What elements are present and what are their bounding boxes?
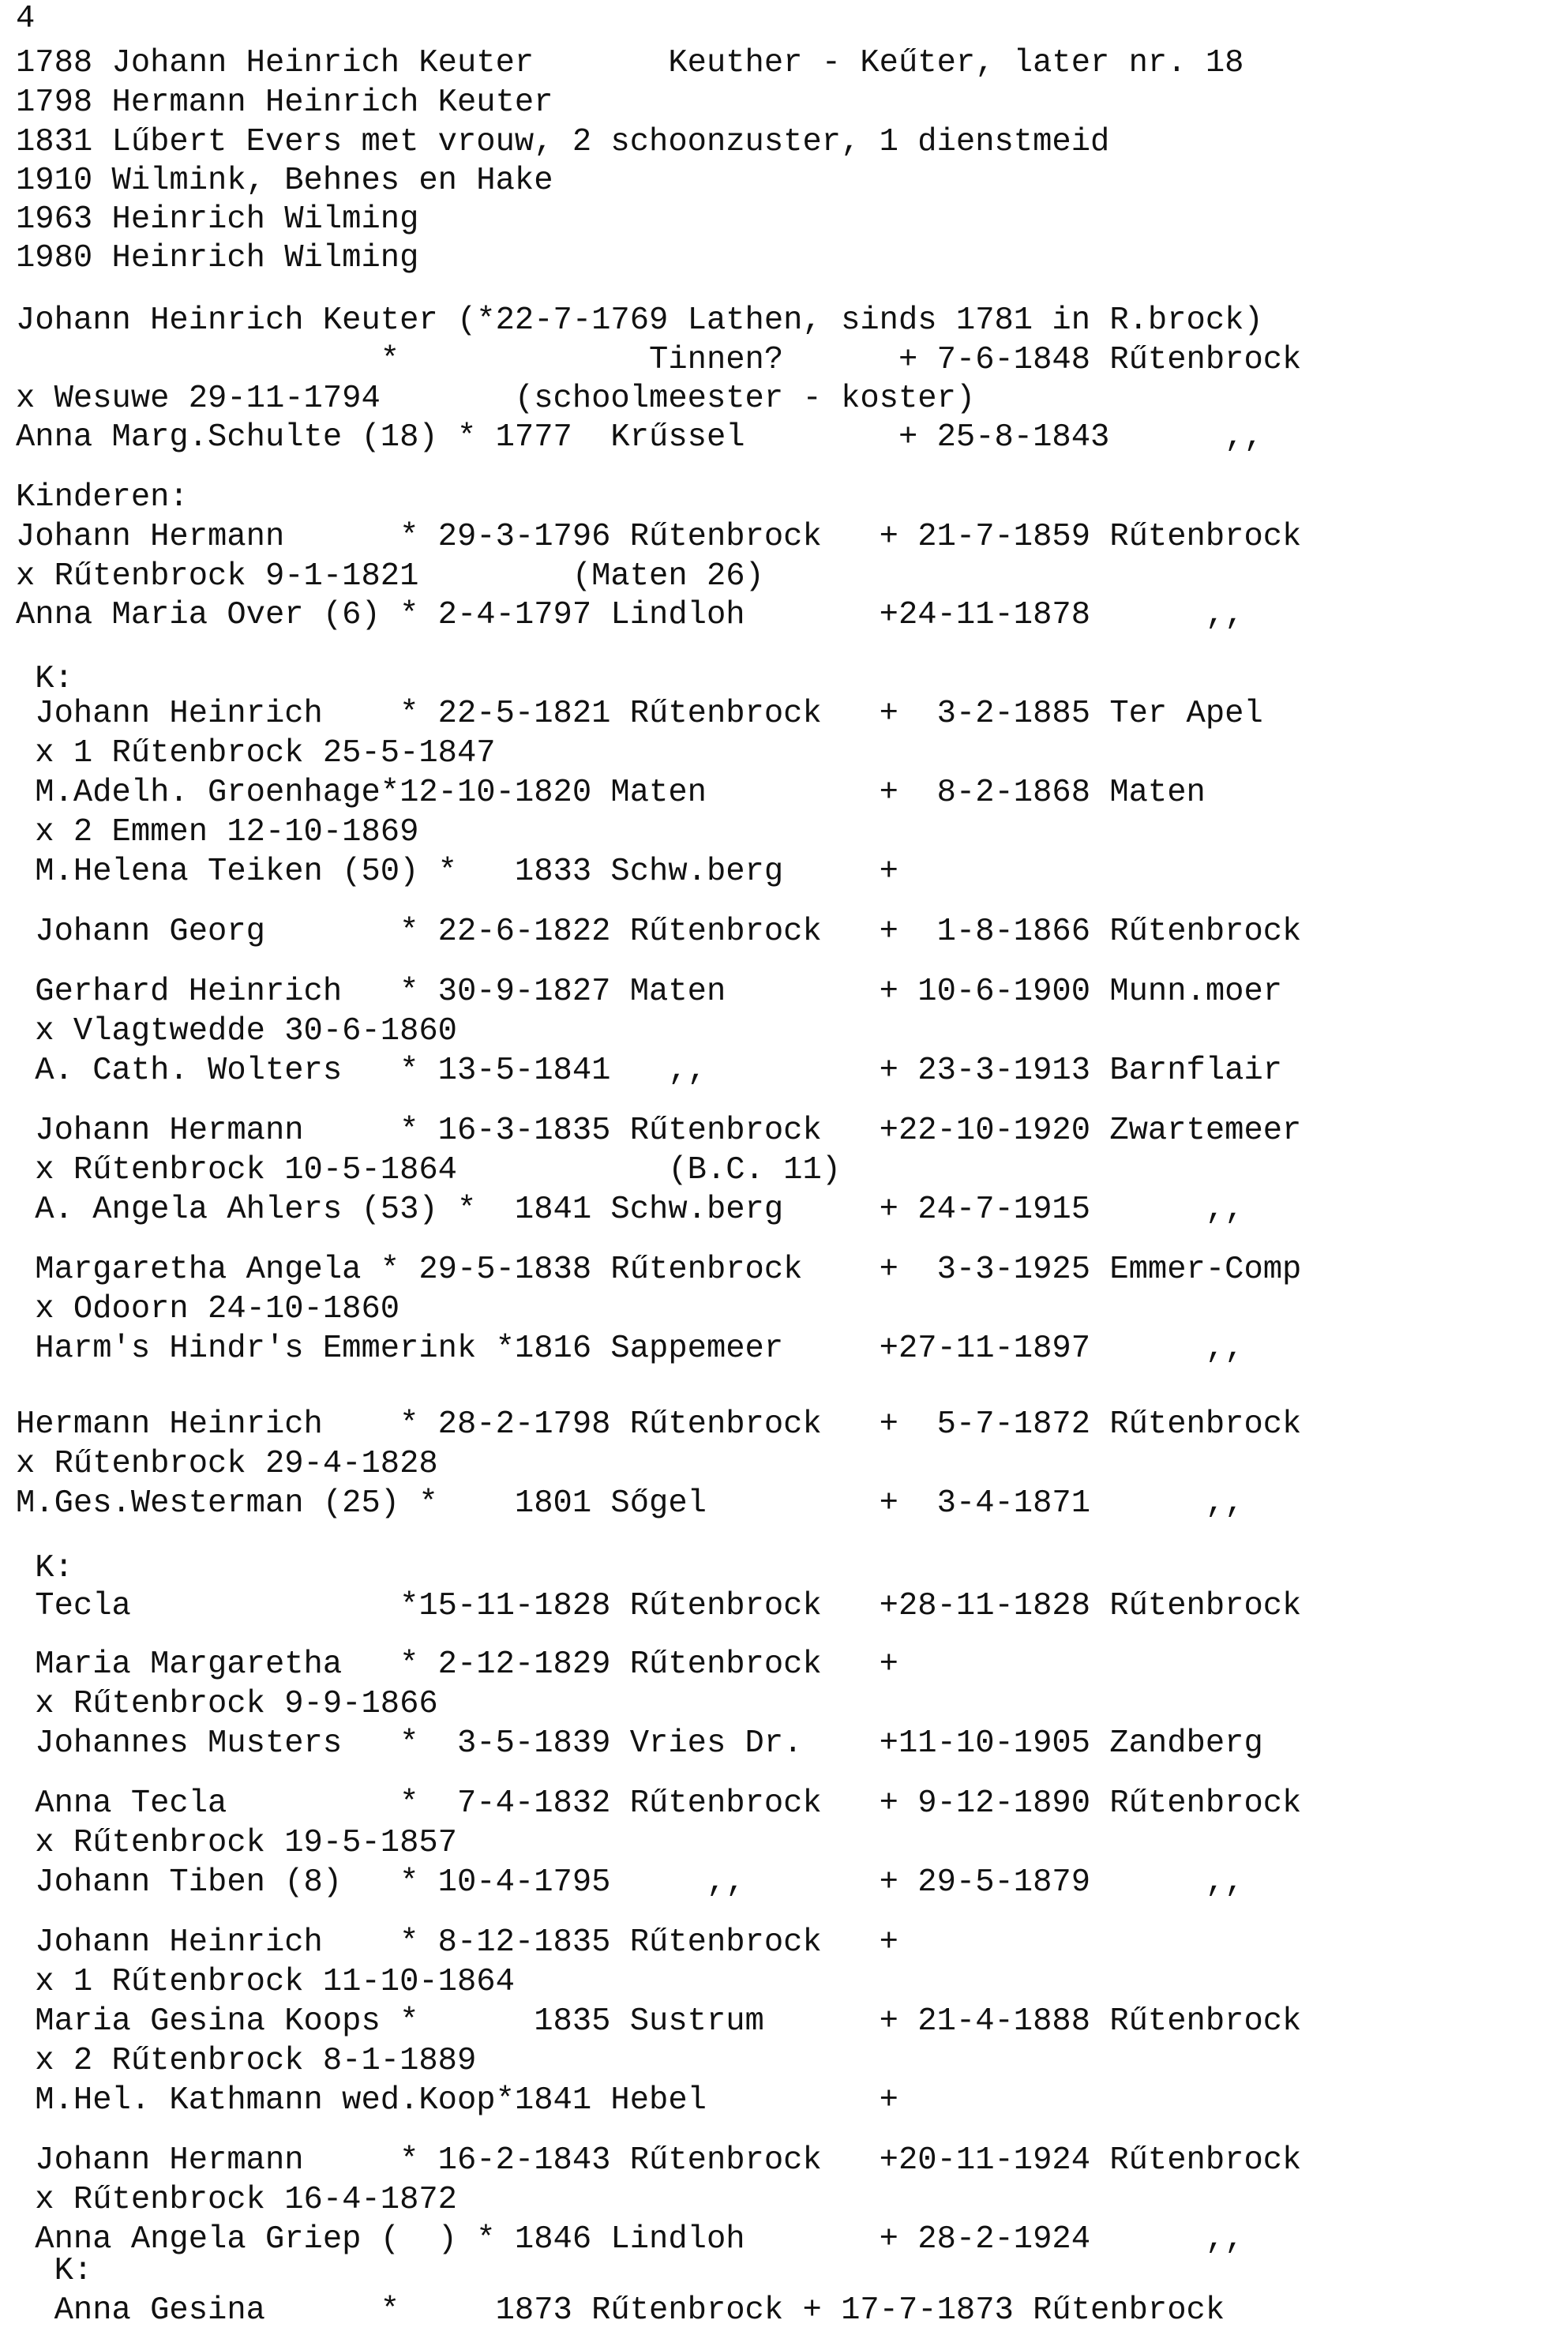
text-line: x Rűtenbrock 29-4-1828 (16, 1446, 438, 1482)
text-line: x Odoorn 24-10-1860 (16, 1291, 400, 1327)
text-line: Hermann Heinrich * 28-2-1798 Rűtenbrock + 5-7-1872 Rűtenbrock (16, 1406, 1302, 1443)
text-line: x Rűtenbrock 10-5-1864 (B.C. 11) (16, 1152, 842, 1188)
text-line: M.Helena Teiken (50) * 1833 Schw.berg + (16, 854, 898, 890)
text-line: * Tinnen? + 7-6-1848 Rűtenbrock (16, 342, 1302, 378)
text-line: Maria Gesina Koops * 1835 Sustrum + 21-4-1888 Rűtenbrock (16, 2003, 1302, 2040)
text-line: Johann Hermann * 16-3-1835 Rűtenbrock +22-10-1920 Zwartemeer (16, 1113, 1302, 1149)
text-line: Anna Marg.Schulte (18) * 1777 Krűssel + 25-8-1843 ,, (16, 419, 1263, 456)
text-line: Johann Heinrich Keuter (*22-7-1769 Lathen, sinds 1781 in R.brock) (16, 302, 1263, 339)
text-line: 1980 Heinrich Wilming (16, 240, 419, 276)
text-line: Johann Hermann * 29-3-1796 Rűtenbrock + 21-7-1859 Rűtenbrock (16, 519, 1302, 555)
text-line: 1788 Johann Heinrich Keuter Keuther - Keűter, later nr. 18 (16, 45, 1244, 81)
text-line: x Rűtenbrock 9-1-1821 (Maten 26) (16, 558, 764, 595)
text-line: Johannes Musters * 3-5-1839 Vries Dr. +11-10-1905 Zandberg (16, 1725, 1263, 1762)
text-line: x 1 Rűtenbrock 25-5-1847 (16, 735, 496, 771)
text-line: 1831 Lűbert Evers met vrouw, 2 schoonzuster, 1 dienstmeid (16, 124, 1110, 160)
text-line: x 2 Rűtenbrock 8-1-1889 (16, 2043, 477, 2079)
text-line: K: (16, 661, 73, 697)
text-line: Kinderen: (16, 479, 189, 516)
page-number: 4 (16, 1, 36, 37)
text-line: K: (16, 2253, 93, 2289)
text-line: x 1 Rűtenbrock 11-10-1864 (16, 1964, 515, 2000)
text-line: Johann Heinrich * 22-5-1821 Rűtenbrock + 3-2-1885 Ter Apel (16, 696, 1263, 732)
text-line: Johann Georg * 22-6-1822 Rűtenbrock + 1-8-1866 Rűtenbrock (16, 914, 1302, 950)
text-line: Gerhard Heinrich * 30-9-1827 Maten + 10-6-1900 Munn.moer (16, 974, 1283, 1010)
text-line: x Rűtenbrock 19-5-1857 (16, 1825, 457, 1861)
text-line: Tecla *15-11-1828 Rűtenbrock +28-11-1828 Rűtenbrock (16, 1588, 1302, 1624)
text-line: x Vlagtwedde 30-6-1860 (16, 1013, 457, 1049)
text-line: M.Ges.Westerman (25) * 1801 Sőgel + 3-4-1871 ,, (16, 1485, 1244, 1522)
text-line: 1798 Hermann Heinrich Keuter (16, 84, 553, 121)
text-line: x Rűtenbrock 9-9-1866 (16, 1686, 438, 1722)
text-line: Anna Angela Griep ( ) * 1846 Lindloh + 28-2-1924 ,, (16, 2221, 1244, 2258)
text-line: Margaretha Angela * 29-5-1838 Rűtenbrock + 3-3-1925 Emmer-Comp (16, 1252, 1302, 1288)
text-line: Harm's Hindr's Emmerink *1816 Sappemeer +27-11-1897 ,, (16, 1331, 1244, 1367)
text-line: x 2 Emmen 12-10-1869 (16, 814, 419, 850)
text-line: Johann Hermann * 16-2-1843 Rűtenbrock +20-11-1924 Rűtenbrock (16, 2142, 1302, 2179)
text-line: 1910 Wilmink, Behnes en Hake (16, 163, 553, 199)
text-line: Anna Gesina * 1873 Rűtenbrock + 17-7-1873 Rűtenbrock (16, 2292, 1225, 2329)
text-line: Anna Tecla * 7-4-1832 Rűtenbrock + 9-12-1890 Rűtenbrock (16, 1785, 1302, 1822)
text-line: M.Hel. Kathmann wed.Koop*1841 Hebel + (16, 2082, 898, 2119)
text-line: K: (16, 1550, 73, 1586)
text-line: 1963 Heinrich Wilming (16, 201, 419, 238)
text-line: Anna Maria Over (6) * 2-4-1797 Lindloh +24-11-1878 ,, (16, 597, 1244, 633)
text-line: M.Adelh. Groenhage*12-10-1820 Maten + 8-2-1868 Maten (16, 775, 1206, 811)
text-line: x Rűtenbrock 16-4-1872 (16, 2182, 457, 2218)
text-line: Johann Heinrich * 8-12-1835 Rűtenbrock + (16, 1924, 898, 1961)
text-line: x Wesuwe 29-11-1794 (schoolmeester - koster) (16, 381, 976, 417)
text-line: A. Angela Ahlers (53) * 1841 Schw.berg + 24-7-1915 ,, (16, 1192, 1244, 1228)
text-line: Johann Tiben (8) * 10-4-1795 ,, + 29-5-1879 ,, (16, 1864, 1244, 1901)
text-line: A. Cath. Wolters * 13-5-1841 ,, + 23-3-1913 Barnflair (16, 1053, 1283, 1089)
text-line: Maria Margaretha * 2-12-1829 Rűtenbrock + (16, 1646, 898, 1683)
